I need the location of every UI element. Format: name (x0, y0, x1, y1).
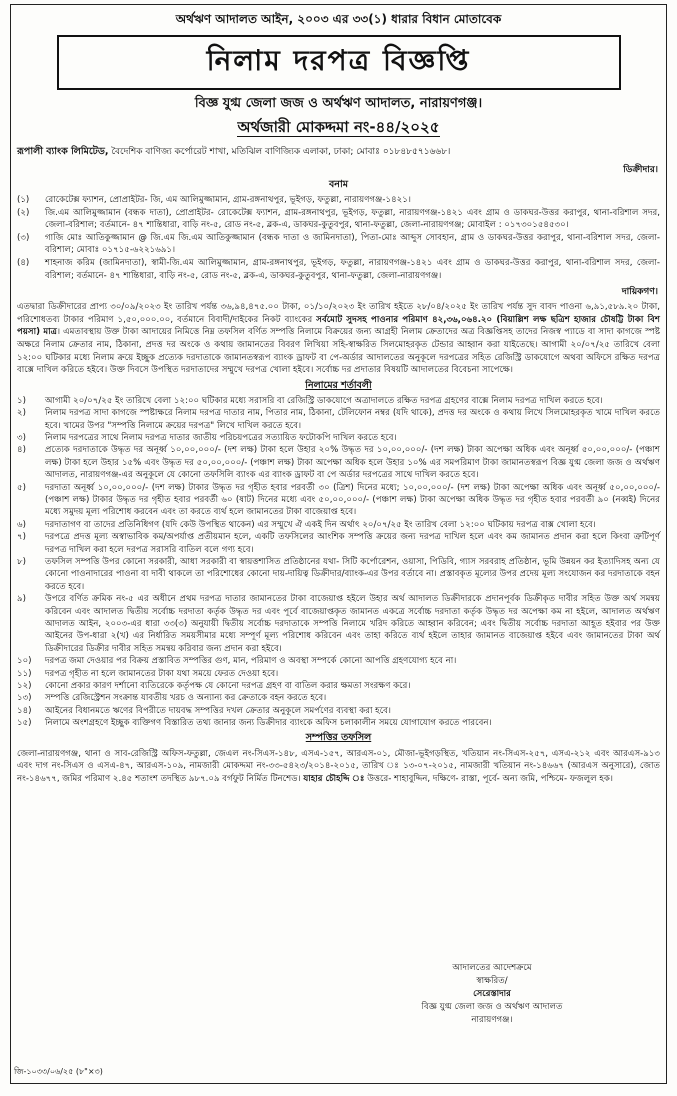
conditions-title: নিলামের শর্তাবলী (305, 379, 372, 391)
condition-item: ১) আগামী ২০/০৭/২৫ ইং তারিখে বেলা ১২:০০ ঘটিকার মধ্যে সরাসরি বা রেজিস্ট্রি ডাকযোগে অত্রাদালতে রক্ষিত দরপত্র গ্রহণের বাক্সে নিলাম দরপত্র দাখিল করতে হবে। (17, 395, 603, 406)
condition-item: ১৪) আইনের বিধানমতে ঋণের বিপরীতে দায়বদ্ধ সম্পত্তির দখল ক্রেতার অনুকূলে সমর্পণের ব্যবস্থা করা হবে। (17, 705, 391, 716)
condition-item: ১৩) সম্পত্তি রেজিস্ট্রেশন সংক্রান্ত যাবতীয় খরচ ও অন্যান্য কর ক্রেতাকে বহন করতে হবে। (17, 693, 327, 704)
defendant-item: (৩) গাজি মোঃ আতিকুজ্জামান @ জি.এম জি.এম আতিকুজ্জামান (বন্ধক দাতা ও জামিনদাতা), পিতা-মোঃ আব্দুস সোবহান, গ্রাম ও ডাকঘর-উত্তর করাপুর, থানা-বরিশাল সদর, জেলা-বরিশাল; মোবাঃ ০১৭১৫-৬২২১৬৯১। (17, 232, 660, 256)
condition-item: ৮) তফসিল সম্পত্তি উপর কোনো সরকারী, আধা সরকারী বা স্বায়ত্তশাসিত প্রতিষ্ঠানের যথা- সিটি কর্পোরেশন, ওয়াসা, পিডিবি, গ্যাস সরবরাহ প্রতিষ্ঠান, ভূমি উন্নয়ন কর ইত্যাদিসহ অন্য যে কোনো পাওনাদারের পাওনা বা দাবী থাকলে তা পরিশোধের কোনো দায়-দায়িত্ব ডিক্রীদার/ব্যাংক-এর উপর বর্তাবে না। প্রস্তাবকৃত মূল্যের উপর প্রদেয় মূল্য সংযোজন কর দরদাতাকে বহন করতে হবে। (17, 557, 660, 592)
plaintiff-role: ডিক্রীদার। (623, 165, 658, 175)
property-schedule: জেলা-নারায়ণগঞ্জ, থানা ও সাব-রেজিস্ট্রি অফিস-ফতুল্লা, জেএল নং-সিএস-১৪৮, এসএ-১৫৭, আরএস-০১, মৌজা-ভূইগড়স্থিত, খতিয়ান নং-সিএস-২৫৭, এসএ-২১২ এবং আরএস-৯১৩ এবং দাগ নং-সিএস ও এসএ-৪৭, আরএস-১০৯, নামজারী মোকদ্দমা নং-৩৩-৫৪২৩/২০১৪-২০১৫, তারিখ ঃ ১৩-০৭-২০১৫, নামজারী খতিয়ান নং-১৪৬৬৭ (আরএস অনুসারে), জোত নং-১৪৬৭৭, জমির পরিমাণ ২.৪৫ শতাংশ তদস্থিত ৯৮৭.০৯ বর্গফুট নির্মিত টিনশেড। যাহার চৌহদ্দি ঃ উত্তরে- শাহাবুদ্দিন, দক্ষিণে- রাস্তা, পূর্বে- অন্য জমি, পশ্চিমে- ফজলুল হক। (17, 748, 660, 784)
notice-frame (10, 4, 667, 1084)
condition-item: ১৫) নিলামে অংশগ্রহণে ইচ্ছুক ব্যক্তিগণ বিস্তারিত তথ্য জানার জন্য ডিক্রীদার ব্যাংকে অফিস চলাকালীন সময়ে যোগাযোগ করতে পারবেন। (17, 718, 492, 729)
condition-item: ১০) দরপত্র জমা দেওয়ার পর বিক্রয় প্রস্তাবিত সম্পত্তির গুণ, মান, পরিমাণ ও অবস্থা সম্পর্কে কোনো আপত্তি গ্রহণযোগ্য হবে না। (17, 656, 457, 667)
defendant-item: (২) জি.এম আলিমুজ্জামান (বন্ধক দাতা), প্রোপ্রাইটর- রোকেটেক্স ফ্যাশন, গ্রাম-রঙ্গনাথপুর, ভূইগড়, ফতুল্লা, নারায়ণগঞ্জ-১৪২১ এবং গ্রাম ও ডাকঘর-উত্তর করাপুর, থানা-বরিশাল সদর, জেলা-বরিশাল; বর্তমানে- ৪৭ শান্তিধারা, বাড়ি নং-৫, রোড নং-৫, ব্লক-এ, ডাকঘর-কুতুবপুর, থানা-ফতুল্লা, জেলা-নারায়ণগঞ্জ; মোবাইল : ০১৭৩০১৫৪৫৩০। (17, 207, 660, 231)
defendant-item: (১) রোকেটেক্স ফ্যাশন, প্রোপ্রাইটর- জি, এম আলিমুজ্জামান, গ্রাম-রঙ্গনাথপুর, ভূইগড়, ফতুল্লা, নারায়ণগঞ্জ-১৪২১। (17, 195, 411, 205)
property-title: সম্পত্তির তফসিল (305, 731, 372, 743)
plaintiff-name: রূপালী ব্যাংক লিমিটেড, (17, 146, 109, 157)
defendant-item: (৪) শাহনাজ করিম (জামিনদাতা), স্বামী-জি.এম আলিমুজ্জামান, গ্রাম-রঙ্গনাথপুর, ভূইগড়, ফতুল্লা, নারায়ণগঞ্জ-১৪২১ এবং গ্রাম ও ডাকঘর-উত্তর করাপুর, থানা-বরিশাল সদর, জেলা-বরিশাল; বর্তমানে- ৪৭ শান্তিধারা, বাড়ি নং-৫, রোড নং-৫, ব্লক-এ, ডাকঘর-কুতুবপুর, থানা-ফতুল্লা, জেলা-নারায়ণগঞ্জ। (17, 257, 660, 281)
condition-item: ২) নিলাম দরপত্র সাদা কাগজে স্পষ্টাক্ষরে নিলাম দরপত্র দাতার নাম, পিতার নাম, ঠিকানা, টেলিফোন নম্বর (যদি থাকে), প্রদত্ত দর অংকে ও কথায় লিখে সিলমোহরকৃত খামে দাখিল করতে হবে। খামের উপর "সম্পত্তি নিলামে ক্রয়ের দরপত্র" লিখে দাখিল করতে হবে। (17, 408, 660, 431)
designation: সেরেস্তাদার (473, 989, 511, 999)
condition-item: ৪) প্রত্যেক দরদাতাকে উদ্ধৃত দর অনূর্ধ্ব ১০,০০,০০০/- (দশ লক্ষ) টাকা হলে উহার ২০% উদ্ধৃত দর ১০,০০,০০০/- (দশ লক্ষ) টাকা অপেক্ষা অধিক এবং অনূর্ধ্ব ৫০,০০,০০০/- (পঞ্চাশ লক্ষ) টাকা হলে উহার ১৫% এবং উদ্ধৃত দর ৫০,০০,০০০/- (পঞ্চাশ লক্ষ) টাকা অপেক্ষা অধিক হলে উহার ১০% এর সমপরিমাণ টাকা জামানতস্বরূপ বিজ্ঞ যুগ্ম জেলা জজ ও অর্থঋণ আদালত, নারায়ণগঞ্জ-এর অনুকূলে যে কোনো তফসিলি ব্যাংক এর ব্যাংক ড্রাফট বা পে অর্ডার দরপত্রের সাথে দাখিল করতে হবে। (17, 445, 660, 481)
notice-title: নিলাম দরপত্র বিজ্ঞপ্তি (57, 35, 621, 90)
total-dues: সর্বমোট সুদসহ পাওনার পরিমাণ ৪২,৩৬,০৬৪.২০ (বিয়াল্লিশ লক্ষ ছত্রিশ হাজার চৌষট্টি টাকা বিশ পয়সা) মাত্র (17, 314, 660, 338)
order-line: আদালতের আদেশক্রমে (452, 963, 532, 973)
condition-item: ১১) দরপত্র গৃহীত না হলে জামানতের টাকা যথা সময়ে ফেরত দেওয়া হবে। (17, 668, 279, 679)
condition-item: ৯) উপরে বর্ণিত ক্রমিক নং-৫ এর অধীনে প্রথম দরপত্র দাতার জামানতের টাকা বাজেয়াপ্ত হইলে উহার অর্থ আদালত ডিক্রীদারকে প্রদানপূর্বক ডিক্রীকৃত দাবীর সহিত উক্ত অর্থ সমন্বয় করিবেন এবং আদালত দ্বিতীয় সর্বোচ্চ দরদাতা কর্তৃক উদ্ধৃত দর এবং পূর্বে বাজেয়াপ্তকৃত জামানত একত্রে সর্বোচ্চ দরদাতা কর্তৃক উদ্ধৃত দর অপেক্ষা কম না হইলে, আদালত অর্থঋণ আদালত আইন, ২০০৩-এর ধারা ৩৩(৩) অনুযায়ী দ্বিতীয় সর্বোচ্চ দরদাতাকে সম্পত্তি নিলামে খরিদ করিতে আহ্বান করিবেন; এবং দ্বিতীয় সর্বোচ্চ দরদাতা আহূত হইবার পর উক্ত আইনের উপ-ধারা ২(খ) এর নির্ধারিত সময়সীমার মধ্যে সম্পূর্ণ মূল্য পরিশোধ করিবেন এবং তাহা করিতে ব্যর্থ হইলে তাহার জামানত বাজেয়াপ্ত হইবে এবং জামানতের টাকা অর্থ ডিক্রীদারের ডিক্রীর দাবীর সহিত সমন্বয় করিবার জন্য প্রদান করা হইবে। (17, 594, 660, 654)
plaintiff (17, 144, 660, 160)
law-reference: অর্থঋণ আদালত আইন, ২০০৩ এর ৩৩(১) ধারার বিধান মোতাবেক (175, 12, 502, 26)
defendants-list (17, 194, 660, 282)
defendant-role: দায়িকগণ। (621, 287, 658, 298)
footer-code: জি-১০৩৩/০৬/২৫ (৮"×৩) (14, 1067, 103, 1076)
signature-block (367, 962, 617, 1027)
intro-paragraph: এতদ্বারা ডিক্রীদারের প্রাপ্য ৩০/০৯/২০২৩ ইং তারিখ পর্যন্ত ৩৬,৯৪,৪৭৫.০০ টাকা, ০১/১০/২০২৩ ইং তারিখ হইতে ২৮/০৪/২০২৫ ইং তারিখ পর্যন্ত সুদ বাবদ পাওনা ৬,৯১,৫৮৯.২০ টাকা, পরিশোধতব্য টাকার পরিমাণ ১,৫০,০০০.০০, বর্তমানে বিবাদী/দাইকের নিকট ব্যাংকের সর্বমোট সুদসহ পাওনার পরিমাণ ৪২,৩৬,০৬৪.২০ (বিয়াল্লিশ লক্ষ ছত্রিশ হাজার চৌষট্টি টাকা বিশ পয়সা) মাত্র। এমতাবস্থায় উক্ত টাকা আদায়ের নিমিত্তে নিম্ন তফসিল বর্ণিত সম্পত্তি নিলামে বিক্রয়ের জন্য আগ্রহী নিলাম ক্রেতাদের অত্র বিজ্ঞপ্তিসহ তাদের নিজস্ব প্যাডে বা সাদা কাগজে স্পষ্ট অক্ষরে নিলাম ক্রেতার নাম, ঠিকানা, প্রদত্ত দর অংকে ও কথায় জামানতের বিবরণ লিখিয়া সহি-স্বাক্ষরিত সিলমোহরকৃত টেন্ডার আহ্বান করা যাইতেছে। আগামী ২০/০৭/২৫ তারিখে বেলা ১২:০০ ঘটিকার মধ্যে নিলাম ক্রয়ে ইচ্ছুক প্রত্যেক দরদাতাকে জামানতস্বরূপ ব্যাংক ড্রাফট বা পে-অর্ডার আদালতের অনুকূলে দরপত্রের সহিত রেজিস্ট্রি ডাকযোগে অথবা অফিসে রক্ষিত দরপত্র বাক্সে দাখিল করিতে হইবে। উক্ত দিবসে উপস্থিত দরদাতাদের সম্মুখে দরপত্র খোলা হইবে। সর্বোচ্চ দর প্রদাতার বিষয়টি আদালতের বিবেচনা সাপেক্ষে। (17, 302, 660, 376)
condition-item: ৭) দরপত্রে প্রদত্ত মূল্য অস্বাভাবিক কম/অপর্যাপ্ত প্রতীয়মান হলে, একটি তফসিলের আংশিক সম্পত্তি ক্রয়ের জন্য দরপত্র দাখিল হলে এবং কম জামানত প্রদান করা হলে কিংবা ত্রুটিপূর্ণ দরপত্র দাখিল করা হলে দরপত্র সরাসরি বাতিল বলে গণ্য হবে। (17, 532, 660, 555)
condition-item: ৬) দরদাতাগণ বা তাদের প্রতিনিধিগণ (যদি কেউ উপস্থিত থাকেন) এর সম্মুখে ঐ একই দিন অর্থাৎ ২০/০৭/২৫ ইং তারিখ বেলা ১২:০০ ঘটিকায় দরপত্র বাক্স খোলা হবে। (17, 519, 596, 530)
signed-line: স্বাক্ষরিত/ (476, 976, 508, 986)
condition-item: ৫) দরদাতা অনূর্ধ্ব ১০,০০,০০০/- (দশ লক্ষ) টাকার উদ্ধৃত দর গৃহীত হবার পরবর্তী ৩০ (ত্রিশ) দিনের মধ্যে; ১০,০০,০০০/- (দশ লক্ষ) টাকা অপেক্ষা অধিক এবং অনূর্ধ্ব ৫০,০০,০০০/- (পঞ্চাশ লক্ষ) টাকার উদ্ধৃত দর গৃহীত হবার পরবর্তী ৬০ (ষাট) দিনের মধ্যে এবং ৫০,০০,০০০/- (পঞ্চাশ লক্ষ) টাকা অপেক্ষা অধিক উদ্ধৃত দর গৃহীত হবার পরবর্তী ৯০ (নব্বই) দিনের মধ্যে সমুদয় মূল্য পরিশোধ করবেন এবং তা করতে ব্যর্থ হলে জামানতের টাকা বাজেয়াপ্ত হবে। (17, 482, 660, 518)
conditions-list (17, 395, 660, 730)
boundary-label: যাহার চৌহদ্দি ঃ (303, 773, 365, 784)
versus: বনাম (329, 179, 348, 190)
case-number: অর্থজারী মোকদ্দমা নং-৪৪/২০২৫ (237, 118, 440, 136)
signature-place: নারায়ণগঞ্জ। (471, 1015, 513, 1025)
boundary: উত্তরে- শাহাবুদ্দিন, দক্ষিণে- রাস্তা, পূর্বে- অন্য জমি, পশ্চিমে- ফজলুল হক। (367, 773, 613, 784)
court-name: বিজ্ঞ যুগ্ম জেলা জজ ও অর্থঋণ আদালত, নারায়ণগঞ্জ। (194, 96, 483, 111)
signature-court: বিজ্ঞ যুগ্ম জেলা জজ ও অর্থঋণ আদালত (421, 1002, 563, 1012)
condition-item: ১২) কোনো প্রকার কারণ দর্শানো ব্যতিরেকে কর্তৃপক্ষ যে কোনো দরপত্র গ্রহণ বা বাতিল করার ক্ষমতা সংরক্ষণ করে। (17, 681, 411, 692)
condition-item: ৩) নিলাম দরপত্রের সাথে নিলাম দরপত্র দাতার জাতীয় পরিচয়পত্রের সত্যায়িত ফটোকপি দাখিল করতে হবে। (17, 432, 397, 443)
plaintiff-details: বৈদেশিক বাণিজ্য কর্পোরেট শাখা, মতিঝিল বাণিজ্যিক এলাকা, ঢাকা; মোবাঃ ০১৮৪৮৫৭১৬৬৮। (111, 147, 451, 157)
